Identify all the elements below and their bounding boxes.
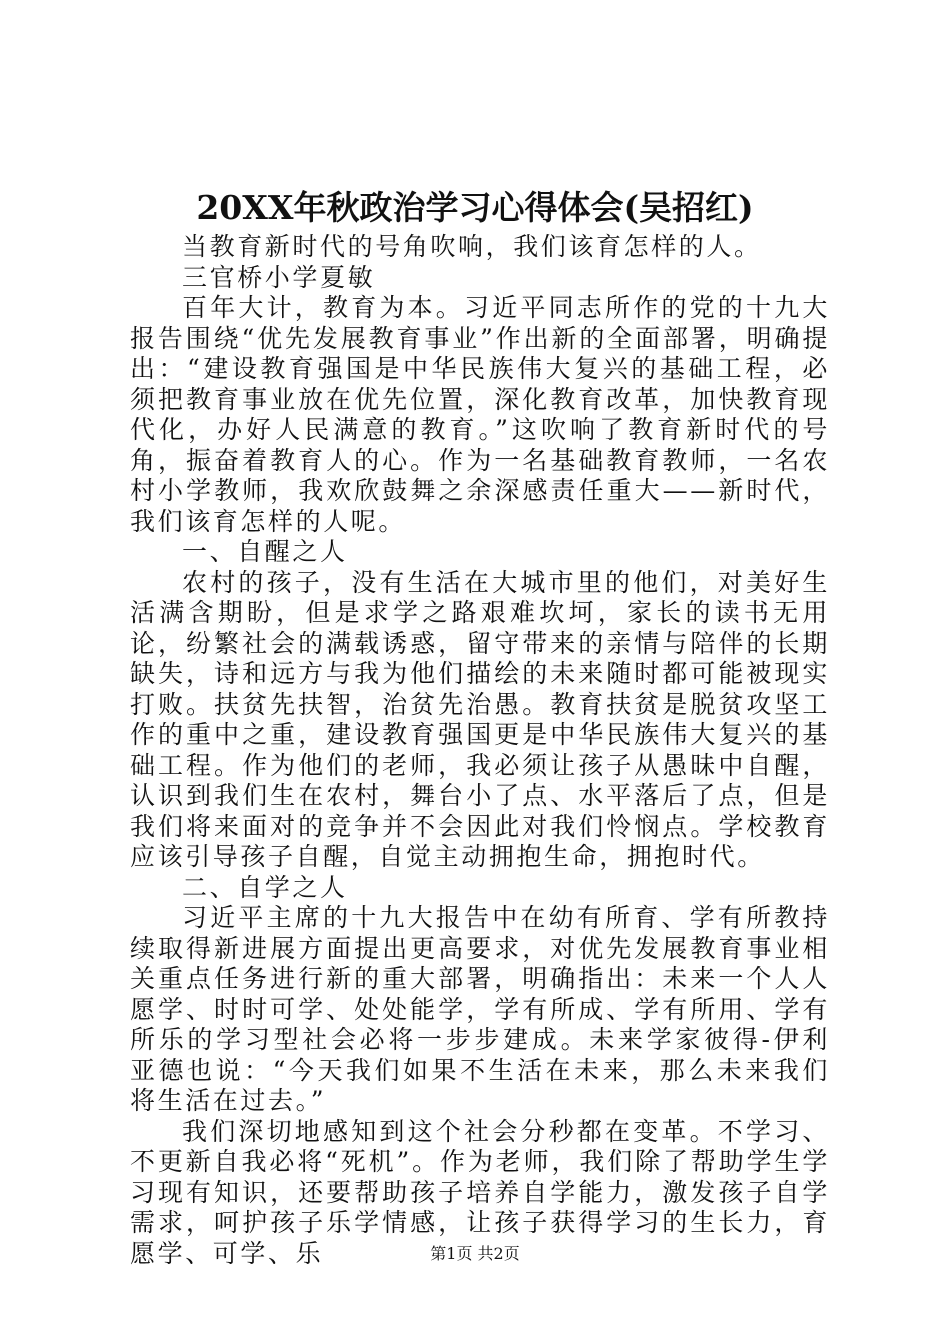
document-title: 20XX年秋政治学习心得体会(吴招红)	[196, 188, 754, 227]
paragraph-section-2b: 我们深切地感知到这个社会分秒都在变革。不学习、不更新自我必将“死机”。作为老师，我们除了帮助学生学习现有知识，还要帮助孩子培养自学能力，激发孩子自学需求，呵护孩子乐学情感，让孩子获得学习的生长力，育愿学、可学、乐	[130, 1116, 830, 1268]
paragraph-intro: 百年大计，教育为本。习近平同志所作的党的十九大报告围绕“优先发展教育事业”作出新的全面部署，明确提出：“建设教育强国是中华民族伟大复兴的基础工程，必须把教育事业放在优先位置，深化教育改革，加快教育现代化，办好人民满意的教育。”这吹响了教育新时代的号角，振奋着教育人的心。作为一名基础教育教师，一名农村小学教师，我欢欣鼓舞之余深感责任重大——新时代，我们该育怎样的人呢。	[130, 293, 830, 536]
page-number: 第1页 共2页	[430, 1244, 520, 1263]
paragraph-section-2a: 习近平主席的十九大报告中在幼有所育、学有所教持续取得新进展方面提出更高要求，对优先发展教育事业相关重点任务进行新的重大部署，明确指出：未来一个人人愿学、时时可学、处处能学，学有所成、学有所用、学有所乐的学习型社会必将一步步建成。未来学家彼得-伊利亚德也说：“今天我们如果不生活在未来，那么未来我们将生活在过去。”	[130, 903, 830, 1115]
paragraph-section-1: 农村的孩子，没有生活在大城市里的他们，对美好生活满含期盼，但是求学之路艰难坎坷，家长的读书无用论，纷繁社会的满载诱惑，留守带来的亲情与陪伴的长期缺失，诗和远方与我为他们描绘的未来随时都可能被现实打败。扶贫先扶智，治贫先治愚。教育扶贫是脱贫攻坚工作的重中之重，建设教育强国更是中华民族伟大复兴的基础工程。作为他们的老师，我必须让孩子从愚昧中自醒，认识到我们生在农村，舞台小了点、水平落后了点，但是我们将来面对的竞争并不会因此对我们怜悯点。学校教育应该引导孩子自醒，自觉主动拥抱生命，拥抱时代。	[130, 567, 830, 871]
document-body	[130, 232, 830, 1269]
section-heading-1: 一、自醒之人	[182, 537, 348, 566]
section-heading-2: 二、自学之人	[182, 872, 348, 902]
paragraph-author: 三官桥小学夏敏	[182, 262, 376, 292]
paragraph-subtitle: 当教育新时代的号角吹响，我们该育怎样的人。	[182, 232, 762, 261]
